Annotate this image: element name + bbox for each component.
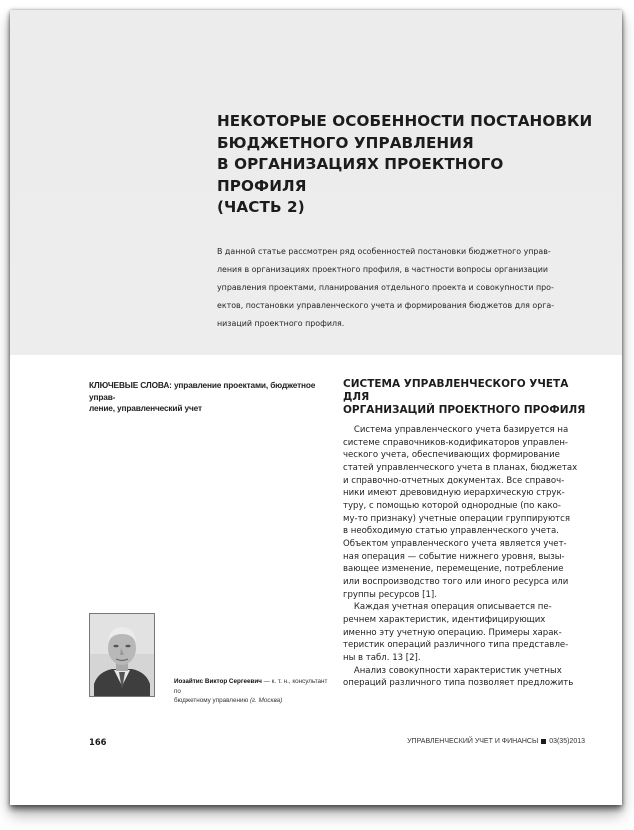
body-line: туру, с помощью которой однородные (по како- [343,501,561,512]
body-line: операций различного типа позволяет предложить [343,678,574,689]
article-title: НЕКОТОРЫЕ ОСОБЕННОСТИ ПОСТАНОВКИ БЮДЖЕТНОГО УПРАВЛЕНИЯ В ОРГАНИЗАЦИЯХ ПРОЕКТНОГО ПРОФИЛЯ (ЧАСТЬ 2) [217,112,593,216]
body-line: Система управленческого учета базируется на [343,425,569,435]
body-line: системе справочников-кодификаторов управлен- [343,437,569,448]
author-degree: — к. т. н., консультант по [174,678,328,695]
body-line: теристик операций различного типа представле- [343,640,569,651]
article-abstract: В данной статье рассмотрен ряд особенностей постановки бюджетного управ- ления в организациях проектного профиля, в частности вопросы организации управления проектами, планирования отдельного проекта и совокупности про- ектов, постановки управленческого учета и формирования бюджетов для орга- низаций проектного профиля. [217,247,555,328]
body-line: и справочно-отчетных документах. Все справоч- [343,475,565,486]
page-number: 166 [89,737,107,747]
journal-name: УПРАВЛЕНЧЕСКИЙ УЧЕТ И ФИНАНСЫ [407,738,539,745]
body-line: речнем характеристик, идентифицирующих [343,615,546,626]
journal-issue: 03(35)2013 [549,738,585,745]
body-line: группы ресурсов [1]. [343,589,437,600]
journal-footer [407,738,585,745]
body-line: в необходимую статью управленческого учета. [343,526,559,537]
author-photo [89,613,155,697]
body-line: статей управленческого учета в планах, бюджетах [343,463,578,474]
body-text [343,424,593,690]
body-line: Анализ совокупности характеристик учетных [343,665,562,676]
body-line: вающее изменение, перемещение, потребление [343,564,564,575]
body-line: му-то признаку) учетные операции группируются [343,513,570,524]
portrait-illustration [90,614,154,696]
body-line: именно эту учетную операцию. Примеры харак- [343,627,562,638]
journal-page [10,10,622,805]
body-line: ческого учета, обеспечивающих формирование [343,450,560,461]
author-name: Иозайтис Виктор Сергеевич [174,678,262,685]
body-line: Каждая учетная операция описывается пе- [343,602,552,613]
body-line: ны в табл. 13 [2]. [343,653,421,664]
body-line: ная операция — событие нижнего уровня, вызы- [343,551,565,562]
author-info [174,677,334,706]
body-line: Объектом управленческого учета является учет- [343,539,567,550]
square-bullet-icon [541,739,546,744]
author-position: бюджетному управлению [174,697,250,704]
body-line: ники имеют древовидную иерархическую струк- [343,488,565,499]
section-heading: СИСТЕМА УПРАВЛЕНЧЕСКОГО УЧЕТА ДЛЯ ОРГАНИЗАЦИЙ ПРОЕКТНОГО ПРОФИЛЯ [343,378,586,417]
body-line: или воспроизводство того или иного ресурса или [343,577,569,588]
keywords: КЛЮЧЕВЫЕ СЛОВА: управление проектами, бюджетное управ- ление, управленческий учет [89,380,316,413]
author-city: (г. Москва) [249,697,283,704]
